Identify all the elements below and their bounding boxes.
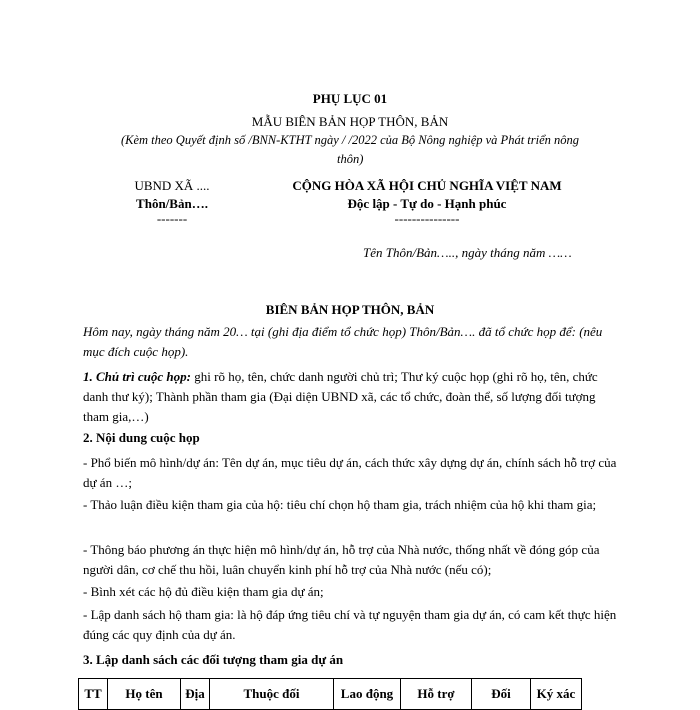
column-header: Đối	[472, 679, 531, 710]
section1-paragraph	[83, 367, 618, 427]
section3-heading: 3. Lập danh sách các đối tượng tham gia dự án	[83, 652, 344, 667]
section1-heading: 1. Chủ trì cuộc họp:	[83, 369, 191, 384]
column-header: Lao động	[334, 679, 401, 710]
column-header: TT	[79, 679, 108, 710]
section2-item: - Bình xét các hộ đủ điều kiện tham gia dự án;	[83, 584, 324, 599]
village-name: Thôn/Bản….	[136, 196, 208, 211]
subtitle-line2: thôn)	[337, 152, 364, 166]
participants-table	[78, 678, 582, 710]
right-divider: ---------------	[394, 211, 460, 226]
subtitle-line1: (Kèm theo Quyết định số /BNN-KTHT ngày / /2022 của Bộ Nông nghiệp và Phát triển nông	[120, 133, 580, 147]
section2-item: - Lập danh sách hộ tham gia: là hộ đáp ứng tiêu chí và tự nguyện tham gia dự án, có cam kết thực hiện đúng các quy định của dự án.	[83, 607, 617, 642]
intro-paragraph: Hôm nay, ngày tháng năm 20… tại (ghi địa điểm tổ chức họp) Thôn/Bản…. đã tổ chức họp để: (nêu mục đích cuộc họp).	[83, 324, 603, 359]
national-motto: Độc lập - Tự do - Hạnh phúc	[347, 196, 507, 211]
column-header: Ký xác	[531, 679, 582, 710]
place-date: Tên Thôn/Bản….., ngày tháng năm ……	[363, 245, 572, 260]
appendix-label: PHỤ LỤC 01	[312, 91, 388, 106]
column-header: Họ tên	[108, 679, 181, 710]
column-header: Hỗ trợ	[401, 679, 472, 710]
section2-item: - Thông báo phương án thực hiện mô hình/dự án, hỗ trợ của Nhà nước, thống nhất về đóng góp của người dân, cơ chế thu hồi, luân chuyển kinh phí hỗ trợ của Nhà nước (nếu có);	[83, 542, 600, 577]
table-header-row	[79, 679, 582, 710]
section1-text: ghi rõ họ, tên, chức danh người chủ trì; Thư ký cuộc họp (ghi rõ họ, tên, chức danh thư ký); Thành phần tham gia (Đại diện UBND xã, các tổ chức, đoàn thể, số lượng đối tượng tham gia,…)	[83, 369, 598, 424]
section2-item: - Phổ biến mô hình/dự án: Tên dự án, mục tiêu dự án, cách thức xây dựng dự án, chính sách hỗ trợ của dự án …;	[83, 455, 617, 490]
template-title: MẪU BIÊN BẢN HỌP THÔN, BẢN	[251, 114, 449, 129]
national-title: CỘNG HÒA XÃ HỘI CHỦ NGHĨA VIỆT NAM	[292, 178, 562, 193]
column-header: Thuộc đối	[210, 679, 334, 710]
doc-title: BIÊN BẢN HỌP THÔN, BẢN	[265, 302, 435, 317]
commune-name: UBND XÃ ....	[134, 178, 210, 193]
section2-heading: 2. Nội dung cuộc họp	[83, 430, 200, 445]
section2-item: - Thảo luận điều kiện tham gia của hộ: tiêu chí chọn hộ tham gia, trách nhiệm của hộ khi tham gia;	[83, 497, 597, 512]
column-header: Địa	[181, 679, 210, 710]
left-divider: -------	[156, 211, 188, 226]
